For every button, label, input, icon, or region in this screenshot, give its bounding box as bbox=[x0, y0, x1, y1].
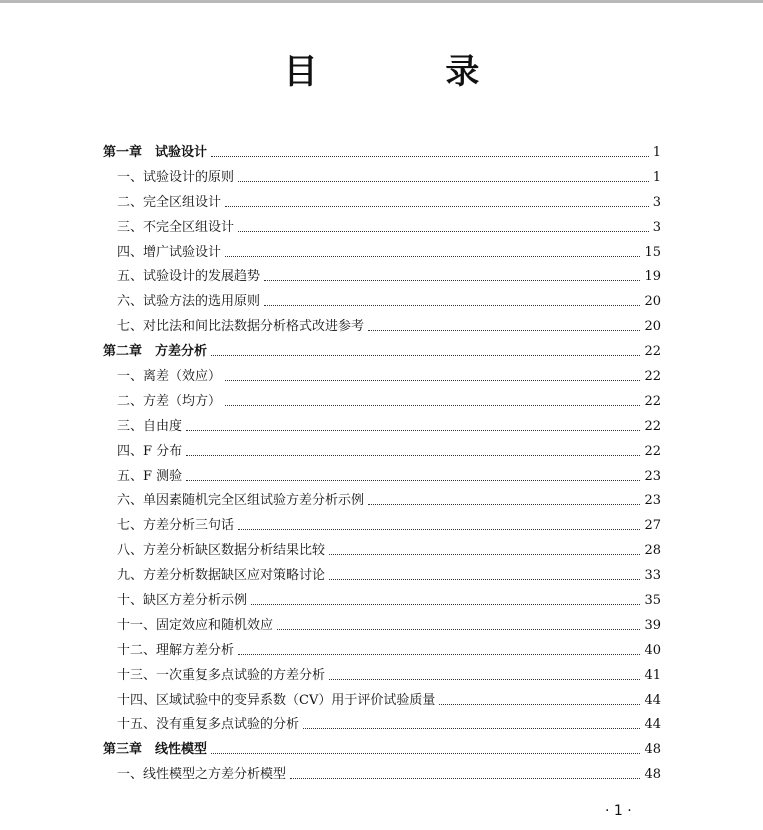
dot-leader bbox=[225, 380, 640, 381]
dot-leader bbox=[290, 778, 640, 779]
toc-section-entry bbox=[103, 315, 661, 340]
toc-entry-title: 十三、一次重复多点试验的方差分析 bbox=[117, 667, 326, 683]
table-of-contents bbox=[103, 141, 661, 788]
dot-leader bbox=[238, 654, 640, 655]
toc-entry-title: 六、试验方法的选用原则 bbox=[117, 294, 261, 310]
dot-leader bbox=[238, 181, 649, 182]
toc-entry-page: 39 bbox=[644, 617, 661, 633]
page-title: 目 录 bbox=[283, 52, 538, 92]
toc-entry-title: 二、完全区组设计 bbox=[117, 194, 222, 210]
toc-entry-page: 27 bbox=[644, 518, 661, 534]
dot-leader bbox=[211, 753, 640, 754]
toc-entry-page: 33 bbox=[644, 568, 661, 584]
toc-chapter-entry bbox=[103, 141, 661, 166]
toc-section-entry bbox=[103, 689, 661, 714]
toc-entry-title: 七、对比法和间比法数据分析格式改进参考 bbox=[117, 319, 365, 335]
toc-entry-page: 35 bbox=[644, 593, 661, 609]
toc-entry-page: 22 bbox=[644, 393, 661, 409]
dot-leader bbox=[264, 305, 640, 306]
toc-entry-title: 一、试验设计的原则 bbox=[117, 169, 235, 185]
dot-leader bbox=[211, 355, 640, 356]
toc-section-entry bbox=[103, 664, 661, 689]
dot-leader bbox=[251, 604, 640, 605]
toc-entry-page: 22 bbox=[644, 344, 661, 360]
toc-entry-title: 九、方差分析数据缺区应对策略讨论 bbox=[117, 568, 326, 584]
toc-section-entry bbox=[103, 265, 661, 290]
toc-section-entry bbox=[103, 465, 661, 490]
toc-entry-page: 22 bbox=[644, 418, 661, 434]
toc-entry-title: 第一章 试验设计 bbox=[103, 145, 208, 160]
toc-section-entry bbox=[103, 489, 661, 514]
toc-entry-page: 19 bbox=[644, 269, 661, 285]
dot-leader bbox=[368, 504, 640, 505]
toc-entry-title: 十四、区域试验中的变异系数（CV）用于评价试验质量 bbox=[117, 692, 436, 708]
toc-chapter-entry bbox=[103, 738, 661, 763]
toc-entry-page: 40 bbox=[644, 642, 661, 658]
toc-entry-page: 1 bbox=[652, 145, 661, 160]
toc-entry-title: 十五、没有重复多点试验的分析 bbox=[117, 717, 300, 733]
toc-entry-title: 一、线性模型之方差分析模型 bbox=[117, 767, 287, 783]
toc-section-entry bbox=[103, 390, 661, 415]
toc-entry-page: 44 bbox=[644, 692, 661, 708]
toc-entry-page: 23 bbox=[644, 493, 661, 509]
toc-entry-page: 23 bbox=[644, 468, 661, 484]
toc-section-entry bbox=[103, 290, 661, 315]
toc-entry-page: 20 bbox=[644, 319, 661, 335]
toc-entry-title: 十二、理解方差分析 bbox=[117, 642, 235, 658]
toc-entry-title: 七、方差分析三句话 bbox=[117, 518, 235, 534]
dot-leader bbox=[329, 579, 640, 580]
toc-section-entry bbox=[103, 564, 661, 589]
toc-entry-page: 3 bbox=[652, 219, 661, 235]
toc-section-entry bbox=[103, 639, 661, 664]
toc-entry-title: 十、缺区方差分析示例 bbox=[117, 593, 248, 609]
toc-entry-page: 3 bbox=[652, 194, 661, 210]
toc-entry-title: 五、试验设计的发展趋势 bbox=[117, 269, 261, 285]
toc-chapter-entry bbox=[103, 340, 661, 365]
toc-section-entry bbox=[103, 241, 661, 266]
toc-entry-title: 第三章 线性模型 bbox=[103, 742, 208, 758]
page-number: · 1 · bbox=[605, 803, 632, 819]
toc-entry-page: 20 bbox=[644, 294, 661, 310]
toc-entry-page: 1 bbox=[652, 169, 661, 185]
dot-leader bbox=[238, 231, 649, 232]
dot-leader bbox=[277, 629, 640, 630]
dot-leader bbox=[329, 554, 640, 555]
toc-section-entry bbox=[103, 614, 661, 639]
toc-section-entry bbox=[103, 166, 661, 191]
toc-entry-title: 四、F 分布 bbox=[117, 443, 183, 459]
toc-entry-title: 第二章 方差分析 bbox=[103, 344, 208, 360]
dot-leader bbox=[225, 405, 640, 406]
toc-section-entry bbox=[103, 763, 661, 788]
toc-entry-page: 41 bbox=[644, 667, 661, 683]
dot-leader bbox=[211, 156, 649, 157]
toc-section-entry bbox=[103, 365, 661, 390]
dot-leader bbox=[186, 480, 640, 481]
dot-leader bbox=[225, 206, 649, 207]
toc-section-entry bbox=[103, 415, 661, 440]
toc-entry-page: 15 bbox=[644, 244, 661, 260]
dot-leader bbox=[329, 679, 640, 680]
toc-section-entry bbox=[103, 713, 661, 738]
dot-leader bbox=[186, 455, 640, 456]
toc-entry-page: 48 bbox=[644, 742, 661, 758]
toc-entry-page: 44 bbox=[644, 717, 661, 733]
top-border bbox=[0, 0, 763, 3]
toc-entry-title: 六、单因素随机完全区组试验方差分析示例 bbox=[117, 493, 365, 509]
toc-entry-title: 十一、固定效应和随机效应 bbox=[117, 617, 274, 633]
toc-entry-title: 一、离差（效应） bbox=[117, 369, 222, 385]
toc-section-entry bbox=[103, 589, 661, 614]
toc-entry-title: 五、F 测验 bbox=[117, 468, 183, 484]
dot-leader bbox=[186, 430, 640, 431]
toc-entry-title: 三、自由度 bbox=[117, 418, 183, 434]
toc-entry-title: 四、增广试验设计 bbox=[117, 244, 222, 260]
toc-section-entry bbox=[103, 191, 661, 216]
dot-leader bbox=[368, 330, 640, 331]
dot-leader bbox=[264, 280, 640, 281]
toc-entry-page: 22 bbox=[644, 443, 661, 459]
toc-entry-title: 八、方差分析缺区数据分析结果比较 bbox=[117, 543, 326, 559]
dot-leader bbox=[439, 704, 640, 705]
dot-leader bbox=[303, 728, 640, 729]
dot-leader bbox=[225, 256, 640, 257]
toc-section-entry bbox=[103, 440, 661, 465]
toc-section-entry bbox=[103, 514, 661, 539]
toc-entry-page: 48 bbox=[644, 767, 661, 783]
toc-entry-title: 三、不完全区组设计 bbox=[117, 219, 235, 235]
toc-section-entry bbox=[103, 539, 661, 564]
dot-leader bbox=[238, 529, 640, 530]
toc-entry-page: 22 bbox=[644, 369, 661, 385]
toc-entry-title: 二、方差（均方） bbox=[117, 393, 222, 409]
toc-section-entry bbox=[103, 216, 661, 241]
toc-entry-page: 28 bbox=[644, 543, 661, 559]
